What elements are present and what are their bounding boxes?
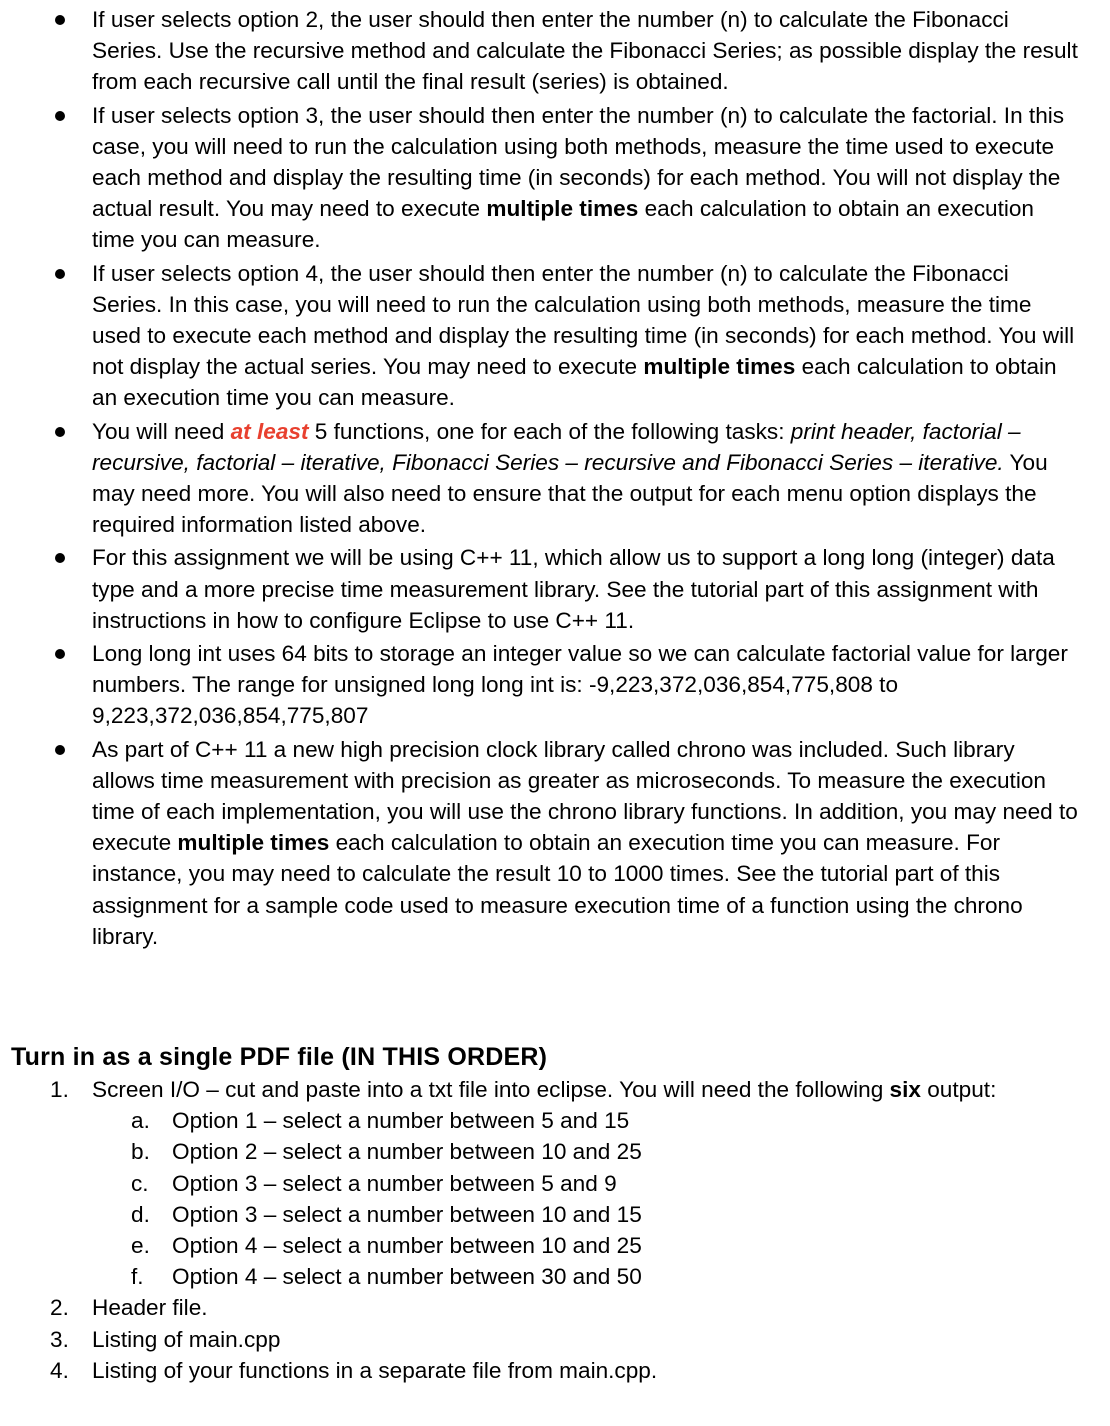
bullet-dot-icon (55, 15, 65, 25)
bullet-dot-icon (55, 553, 65, 563)
list-item-text: Listing of your functions in a separate file from main.cpp. (92, 1357, 658, 1383)
sub-item-text: Option 4 – select a number between 10 and 25 (172, 1233, 642, 1259)
sub-item-d (0, 1199, 1110, 1230)
list-item-text: Header file. (92, 1295, 208, 1321)
bullet-text: each calculation to obtain an execution time you can measure. For instance, you may need to calculate the result 10 to 1000 times. See the tutorial part of this assignment for a sample code used to measure execution time of a function using the chrono library. (92, 830, 1023, 949)
bold-emphasis: multiple times (177, 830, 330, 856)
bullet-text: As part of C++ 11 a new high precision clock library called chrono was included. Such library allows time measurement with precision as greater as microseconds. To measure the execution time of each implementation, you will use the chrono library functions. In addition, you may need to execute (92, 736, 1078, 856)
bullet-dot-icon (55, 427, 65, 437)
sub-list-letter: b. (131, 1139, 150, 1165)
bullet-dot-icon (55, 649, 65, 659)
bullet-chrono (0, 734, 1110, 952)
bullet-option-3 (0, 100, 1110, 256)
bullet-cpp11 (0, 542, 1110, 636)
bullet-long-long (0, 638, 1110, 732)
bullet-text: If user selects option 3, the user should then enter the number (n) to calculate the factorial. In this case, you will need to run the calculation using both methods, measure the time used to execute each method and display the resulting time (in seconds) for each method. You will not display the actual result. You may need to execute (92, 102, 1065, 222)
list-item-text: Screen I/O – cut and paste into a txt file into eclipse. You will need the following (92, 1077, 890, 1102)
bullet-text: each calculation to obtain an execution time you can measure. (92, 196, 1034, 253)
bullet-text: For this assignment we will be using C++ 11, which allow us to support a long long (integer) data type and a more precise time measurement library. See the tutorial part of this assignment with instructions in how to configure Eclipse to use C++ 11. (92, 545, 1055, 633)
turn-in-item-2 (0, 1292, 1110, 1323)
turn-in-item-3 (0, 1324, 1110, 1355)
bullet-text: You will need (92, 418, 231, 444)
sub-item-text: Option 4 – select a number between 30 and 50 (172, 1264, 642, 1290)
sub-item-a (0, 1105, 1110, 1136)
bullet-dot-icon (55, 269, 65, 279)
bold-emphasis: multiple times (643, 354, 796, 380)
bullet-option-2 (0, 4, 1110, 98)
bold-emphasis: multiple times (486, 196, 639, 222)
bullet-text: If user selects option 4, the user should then enter the number (n) to calculate the Fibonacci Series. In this case, you will need to run the calculation using both methods, measure the time used to execute each method and display the resulting time (in seconds) for each method. You will not display the actual series. You may need to execute (92, 260, 1075, 380)
turn-in-heading: Turn in as a single PDF file (IN THIS ORDER) (11, 1043, 548, 1071)
sub-item-text: Option 2 – select a number between 10 and 25 (172, 1139, 642, 1165)
sub-item-c (0, 1168, 1110, 1199)
sub-list-letter: e. (131, 1233, 150, 1259)
bullet-text: each calculation to obtain an execution time you can measure. (92, 354, 1057, 411)
sub-list-letter: d. (131, 1201, 150, 1227)
sub-item-text: Option 1 – select a number between 5 and 15 (172, 1108, 630, 1134)
bullet-text: You may need more. You will also need to ensure that the output for each menu option displays the required information listed above. (92, 449, 1048, 538)
list-number: 4. (50, 1357, 69, 1383)
bullet-text: 5 functions, one for each of the following tasks: (308, 418, 791, 444)
turn-in-numbered-list (0, 1074, 1110, 1386)
sub-list-letter: a. (131, 1108, 150, 1134)
list-item-text: Listing of main.cpp (92, 1326, 281, 1352)
bullet-dot-icon (55, 111, 65, 121)
bullet-dot-icon (55, 745, 65, 755)
requirements-bullet-list (0, 4, 1110, 954)
sub-item-text: Option 3 – select a number between 10 and 15 (172, 1201, 642, 1227)
bullet-option-4 (0, 258, 1110, 414)
sub-item-text: Option 3 – select a number between 5 and 9 (172, 1170, 617, 1196)
turn-in-item-4 (0, 1355, 1110, 1386)
sub-item-e (0, 1230, 1110, 1261)
bold-emphasis: six (889, 1077, 921, 1102)
sub-list-letter: c. (131, 1170, 149, 1196)
list-number: 3. (50, 1326, 69, 1352)
bullet-functions (0, 416, 1110, 541)
bullet-text: Long long int uses 64 bits to storage an integer value so we can calculate factorial value for larger numbers. The range for unsigned long long int is: -9,223,372,036,854,775,808 to 9,223,372,036,854,775,807 (92, 641, 1068, 729)
list-number: 1. (50, 1077, 69, 1102)
list-number: 2. (50, 1295, 69, 1321)
sub-list-letter: f. (131, 1264, 144, 1290)
list-item-text: output: (920, 1077, 997, 1102)
red-emphasis: at least (230, 418, 309, 444)
sub-item-b (0, 1136, 1110, 1167)
turn-in-item-1 (0, 1074, 1110, 1105)
output-sub-list (0, 1105, 1110, 1292)
italic-task-list: print header, factorial – recursive, factorial – iterative, Fibonacci Series – recursive and Fibonacci Series – iterative. (92, 418, 1021, 475)
bullet-text: If user selects option 2, the user should then enter the number (n) to calculate the Fibonacci Series. Use the recursive method and calculate the Fibonacci Series; as possible display the result from each recursive call until the final result (series) is obtained. (92, 7, 1078, 95)
sub-item-f (0, 1261, 1110, 1292)
